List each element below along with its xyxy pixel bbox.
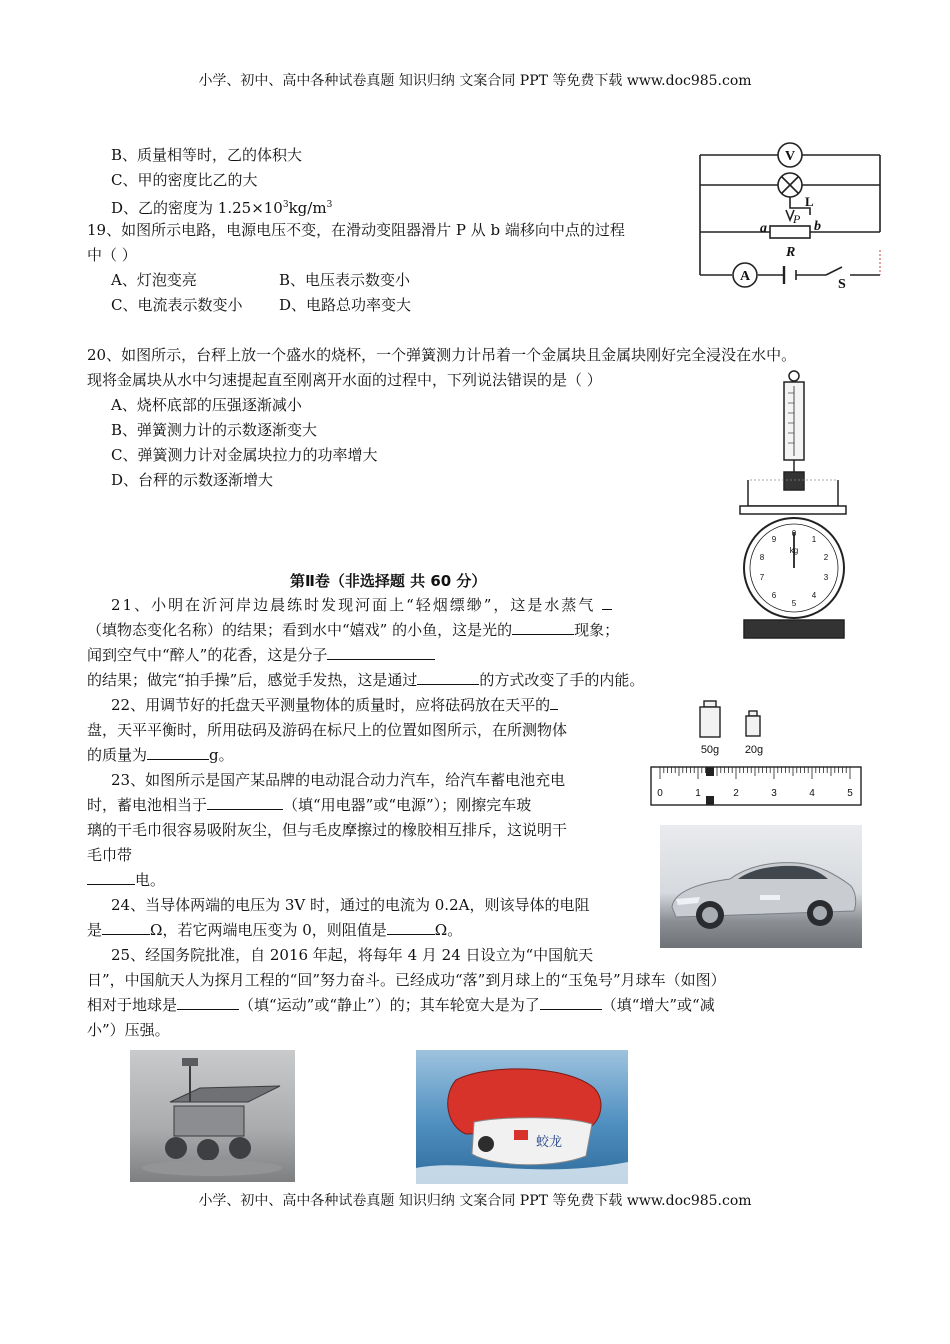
q19-option-d: D、电路总功率变大 [279, 296, 412, 314]
dial-number: 1 [811, 535, 817, 544]
blank[interactable] [540, 993, 602, 1010]
blank[interactable] [102, 918, 150, 935]
q20-option-b: B、弹簧测力计的示数逐渐变大 [111, 421, 318, 439]
dial-number: 4 [811, 591, 817, 600]
blank[interactable] [207, 793, 283, 810]
dial-number: 8 [759, 553, 765, 562]
q21-line-3: 闻到空气中“醉人”的花香，这是分子 [87, 643, 435, 668]
dial-number: 6 [771, 591, 777, 600]
q25-line-3: 相对于地球是 （填“运动”或“静止”）的；其车轮宽大是为了 （填“增大”或“减 [87, 993, 715, 1018]
q23-line-4: 毛巾带 [87, 846, 133, 864]
dial-number: 3 [823, 573, 829, 582]
voltmeter-label: V [784, 149, 796, 164]
resistor-label: R [786, 245, 796, 260]
dial-number: 5 [791, 599, 797, 608]
ruler-label: 4 [809, 788, 815, 799]
q24-line-1: 24、当导体两端的电压为 3V 时，通过的电流为 0.2A，则该导体的电阻 [111, 896, 590, 914]
spring-scale-and-platform-scale [738, 368, 848, 643]
q21-line-1: 21、小明在沂河岸边晨练时发现河面上“轻烟缥缈”，这是水蒸气 [111, 593, 612, 618]
dial-number: 0 [791, 529, 797, 538]
q25-line-2: 日”，中国航天人为探月工程的“回”努力奋斗。已经成功“落”到月球上的“玉兔号”月球车（如图） [87, 971, 726, 989]
submersible-photo [416, 1050, 628, 1184]
page-footer: 小学、初中、高中各种试卷真题 知识归纳 文案合同 PPT 等免费下载 www.doc985.com [198, 1193, 752, 1209]
q19-option-a: A、灯泡变亮 [111, 271, 197, 289]
q20-stem-line-1: 20、如图所示，台秤上放一个盛水的烧杯，一个弹簧测力计吊着一个金属块且金属块刚好完全浸没在水中。 [87, 346, 797, 364]
q25-line-1: 25、经国务院批准，自 2016 年起，将每年 4 月 24 日设立为“中国航天 [111, 946, 594, 964]
q19-stem-line-2: 中（ ） [87, 246, 137, 264]
switch-label: S [838, 277, 846, 290]
dial-number: 7 [759, 573, 765, 582]
q25-line-4: 小”）压强。 [87, 1021, 170, 1039]
blank[interactable] [387, 918, 435, 935]
q22-line-2: 盘，天平平衡时，所用砝码及游码在标尺上的位置如图所示，在所测物体 [87, 721, 568, 739]
page-header: 小学、初中、高中各种试卷真题 知识归纳 文案合同 PPT 等免费下载 www.doc985.com [198, 73, 752, 89]
q19-option-c: C、电流表示数变小 [111, 296, 243, 314]
q18-option-d: D、乙的密度为 $1.25\times 10^3kg/m^3$ [111, 199, 333, 217]
submersible-label: 蛟龙 [536, 1135, 563, 1150]
q18-option-b: B、质量相等时，乙的体积大 [111, 146, 303, 164]
q23-line-2: 时，蓄电池相当于 （填“用电器”或“电源”）；刚擦完车玻 [87, 793, 531, 818]
blank[interactable] [177, 993, 239, 1010]
balance-weights-and-ruler [648, 695, 868, 813]
circuit-diagram [690, 140, 890, 290]
q23-line-3: 璃的干毛巾很容易吸附灰尘，但与毛皮摩擦过的橡胶相互排斥，这说明干 [87, 821, 568, 839]
ruler-label: 2 [733, 788, 739, 799]
q22-line-1: 22、用调节好的托盘天平测量物体的质量时，应将砝码放在天平的 [111, 693, 558, 718]
dial-number: 2 [823, 553, 829, 562]
blank[interactable] [87, 868, 135, 885]
section-title: 第Ⅱ卷（非选择题 共 60 分） [290, 572, 487, 590]
blank[interactable] [147, 743, 209, 760]
q19-stem-line-1: 19、如图所示电路，电源电压不变，在滑动变阻器滑片 P 从 b 端移向中点的过程 [87, 221, 625, 239]
blank[interactable] [417, 668, 479, 685]
car-photo [660, 825, 862, 948]
weight-50g-label: 50g [700, 744, 720, 756]
q18-option-c: C、甲的密度比乙的大 [111, 171, 258, 189]
ruler-label: 5 [847, 788, 853, 799]
ruler-label: 1 [695, 788, 701, 799]
q21-line-2: （填物态变化名称）的结果；看到水中“嬉戏” 的小鱼，这是光的 现象； [87, 618, 619, 643]
blank[interactable] [327, 643, 435, 660]
lamp-label: L [805, 194, 814, 209]
lunar-rover-photo [130, 1050, 295, 1182]
ruler-label: 0 [657, 788, 663, 799]
ammeter-label: A [739, 269, 751, 284]
end-a-label: a [760, 221, 767, 236]
q21-line-4: 的结果；做完“拍手操”后，感觉手发热，这是通过 的方式改变了手的内能。 [87, 668, 644, 693]
q23-line-5: 电。 [87, 868, 165, 893]
scale-unit-label: kg [789, 546, 799, 555]
blank[interactable] [512, 618, 574, 635]
weight-20g-label: 20g [744, 744, 764, 756]
end-b-label: b [814, 219, 821, 234]
q22-line-3: 的质量为 g。 [87, 743, 234, 768]
q20-option-d: D、台秤的示数逐渐增大 [111, 471, 274, 489]
q23-line-1: 23、如图所示是国产某品牌的电动混合动力汽车，给汽车蓄电池充电 [111, 771, 566, 789]
q20-option-c: C、弹簧测力计对金属块拉力的功率增大 [111, 446, 378, 464]
q19-option-b: B、电压表示数变小 [279, 271, 411, 289]
q20-option-a: A、烧杯底部的压强逐渐减小 [111, 396, 302, 414]
blank[interactable] [550, 693, 558, 710]
q24-line-2: 是 Ω，若它两端电压变为 0，则阻值是 Ω。 [87, 918, 462, 943]
ruler-label: 3 [771, 788, 777, 799]
q20-stem-line-2: 现将金属块从水中匀速提起直至刚离开水面的过程中，下列说法错误的是（ ） [87, 371, 602, 389]
slider-label: P [793, 212, 801, 226]
blank[interactable] [602, 593, 612, 610]
dial-number: 9 [771, 535, 777, 544]
